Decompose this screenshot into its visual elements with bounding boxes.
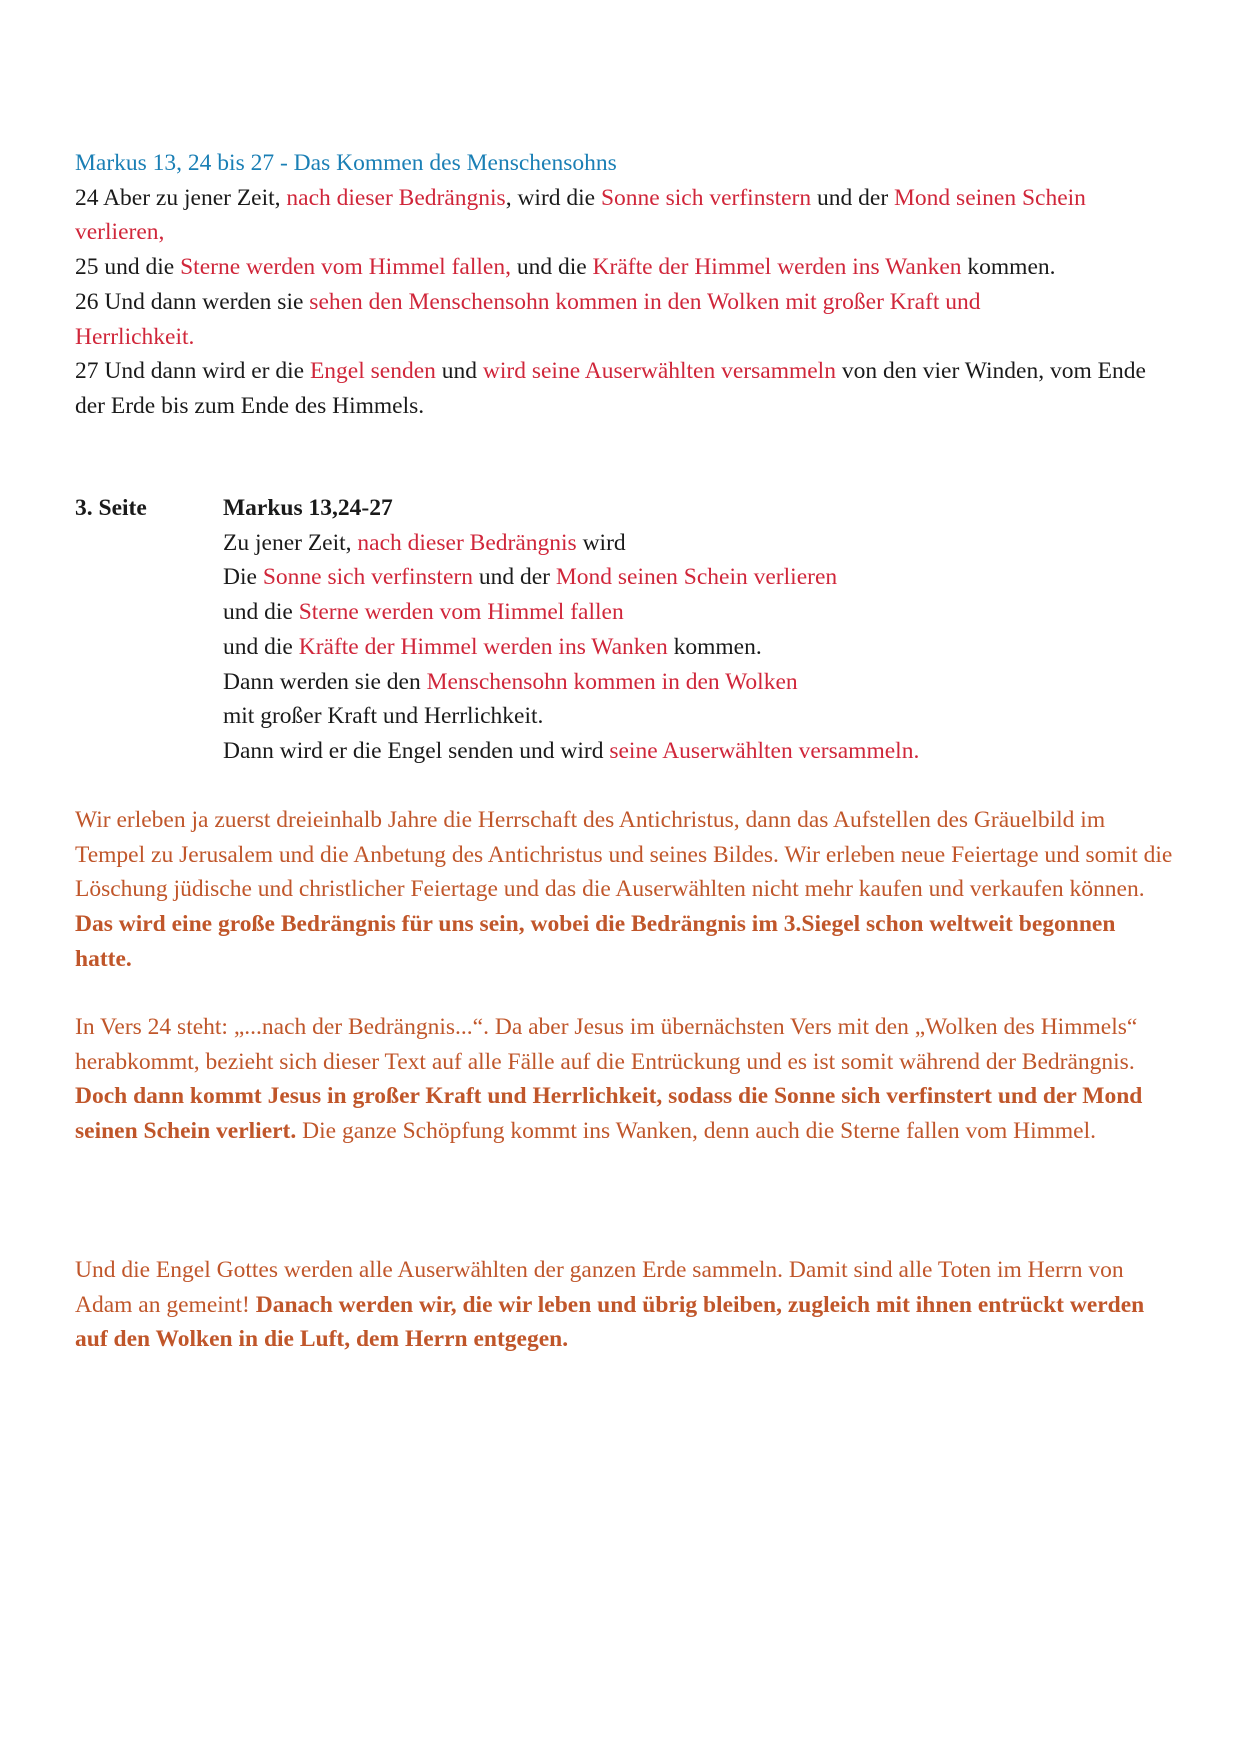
summary-line: Dann werden sie den Menschensohn kommen in den Wolken — [223, 668, 798, 695]
verse-26: 26 Und dann werden sie sehen den Menschensohn kommen in den Wolken mit großer Kraft und Herrlichkeit. — [75, 288, 981, 350]
commentary-paragraph-2: In Vers 24 steht: „...nach der Bedrängnis...“. Da aber Jesus im übernächsten Vers mit den „Wolken des Himmels“ herabkommt, bezieht sich dieser Text auf alle Fälle auf die Entrückung und es ist somit während der Bedrängnis. Doch dann kommt Jesus in großer Kraft und Herrlichkeit, sodass die Sonne sich verfinstert und der Mond seinen Schein verliert. Die ganze Schöpfung kommt ins Wanken, denn auch die Sterne fallen vom Himmel. — [75, 1010, 1175, 1149]
summary-line: Die Sonne sich verfinstern und der Mond seinen Schein verlieren — [223, 564, 838, 591]
section-heading: Markus 13, 24 bis 27 - Das Kommen des Menschensohns — [75, 150, 617, 176]
summary-line: und die Kräfte der Himmel werden ins Wanken kommen. — [223, 633, 762, 660]
summary-line: Dann wird er die Engel senden und wird seine Auserwählten versammeln. — [223, 737, 920, 764]
summary-line: Zu jener Zeit, nach dieser Bedrängnis wird — [223, 529, 626, 556]
summary-line: mit großer Kraft und Herrlichkeit. — [223, 703, 544, 730]
page-label: 3. Seite — [75, 495, 147, 521]
verse-24: 24 Aber zu jener Zeit, nach dieser Bedrängnis, wird die Sonne sich verfinstern und der Mond seinen Schein verlieren, — [75, 184, 1086, 246]
summary-line: und die Sterne werden vom Himmel fallen — [223, 599, 624, 626]
summary-title: Markus 13,24-27 — [223, 495, 393, 521]
commentary-paragraph-3: Doch dann kommt Jesus in großer Kraft und Herrlichkeit, sodass die Sonne sich verfinstert und der Mond seinen Schein verliert. Die ganze Schöpfung kommt ins Wanken, denn auch die Sterne fallen vom Himmel. — [75, 1083, 1143, 1145]
commentary-paragraph-4: Und die Engel Gottes werden alle Auserwählten der ganzen Erde sammeln. Damit sind alle Toten im Herrn von Adam an gemeint! Danach werden wir, die wir leben und übrig bleiben, zugleich mit ihnen entrückt werden auf den Wolken in die Luft, dem Herrn entgegen. — [75, 1257, 1145, 1353]
verse-27: 27 Und dann wird er die Engel senden und wird seine Auserwählten versammeln von den vier Winden, vom Ende der Erde bis zum Ende des Himmels. — [75, 358, 1146, 419]
summary-block — [223, 491, 1123, 769]
commentary-paragraph-1: Wir erleben ja zuerst dreieinhalb Jahre die Herrschaft des Antichristus, dann das Aufstellen des Gräuelbild im Tempel zu Jerusalem und die Anbetung des Antichristus und seines Bildes. Wir erleben neue Feiertage und somit die Löschung jüdische und christlicher Feiertage und das die Auserwählten nicht mehr kaufen und verkaufen können. Das wird eine große Bedrängnis für uns sein, wobei die Bedrängnis im 3.Siegel schon weltweit begonnen hatte. — [75, 807, 1173, 972]
verse-25: 25 und die Sterne werden vom Himmel fallen, und die Kräfte der Himmel werden ins Wanken kommen. — [75, 254, 1056, 281]
scripture-section — [75, 146, 1175, 424]
